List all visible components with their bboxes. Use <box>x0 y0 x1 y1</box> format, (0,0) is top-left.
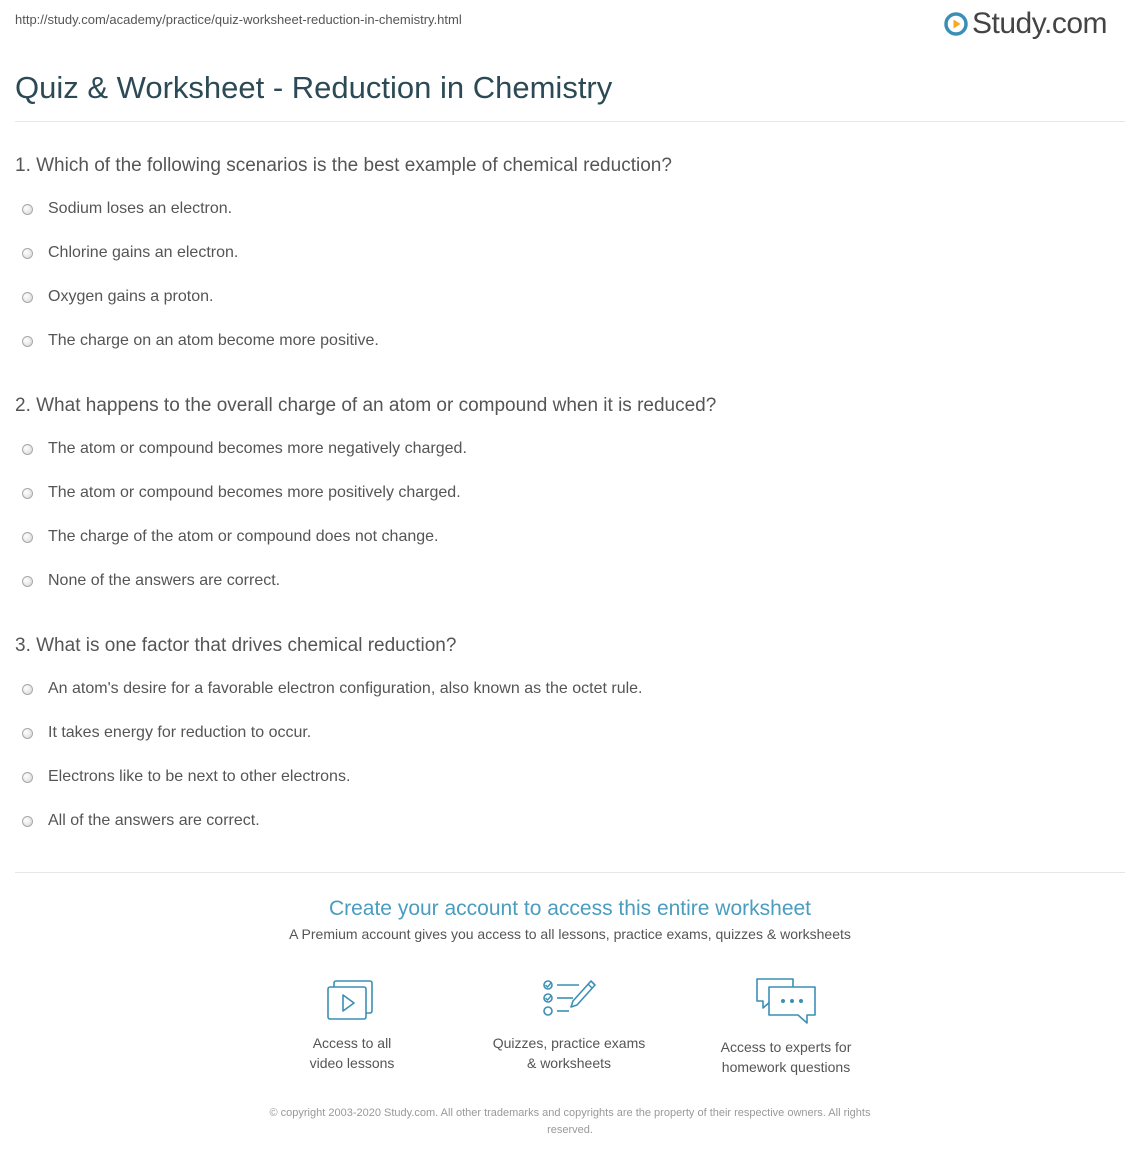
feature-label-line1: Access to all <box>312 1035 392 1051</box>
question-3: 3. What is one factor that drives chemical reduction? <box>15 635 457 656</box>
option-label: Electrons like to be next to other electrons. <box>48 768 351 785</box>
option-label: The atom or compound becomes more negatively charged. <box>48 440 467 457</box>
radio-button[interactable] <box>22 728 33 739</box>
feature-label-line2: homework questions <box>721 1059 851 1075</box>
option-label: Sodium loses an electron. <box>48 200 233 217</box>
question-1: 1. Which of the following scenarios is the best example of chemical reduction? <box>15 155 672 176</box>
option-label: It takes energy for reduction to occur. <box>48 724 312 741</box>
q3-option-2[interactable] <box>22 724 311 742</box>
page-title: Quiz & Worksheet - Reduction in Chemistry <box>15 70 613 105</box>
quiz-checklist-icon <box>539 975 599 1023</box>
feature-label-line2: video lessons <box>309 1055 395 1071</box>
q3-option-3[interactable] <box>22 768 350 786</box>
q3-option-4[interactable] <box>22 812 260 830</box>
q1-option-2[interactable] <box>22 244 238 262</box>
feature-quizzes <box>469 975 669 1073</box>
radio-button[interactable] <box>22 488 33 499</box>
logo-text: Study.com <box>972 7 1107 40</box>
option-label: The charge on an atom become more positive. <box>48 332 379 349</box>
title-divider <box>15 121 1125 122</box>
study-logo[interactable] <box>944 6 1107 42</box>
q2-option-1[interactable] <box>22 440 467 458</box>
option-label: The atom or compound becomes more positively charged. <box>48 484 461 501</box>
option-label: None of the answers are correct. <box>48 572 281 589</box>
radio-button[interactable] <box>22 816 33 827</box>
copyright-notice <box>210 1105 930 1139</box>
copyright-line1: © copyright 2003-2020 Study.com. All other trademarks and copyrights are the property of their respective owners. All rights <box>269 1107 871 1119</box>
option-label: The charge of the atom or compound does not change. <box>48 528 439 545</box>
q2-option-2[interactable] <box>22 484 461 502</box>
video-lessons-icon <box>324 975 380 1023</box>
option-label: All of the answers are correct. <box>48 812 260 829</box>
play-circle-icon <box>944 12 968 36</box>
page-url: http://study.com/academy/practice/quiz-worksheet-reduction-in-chemistry.html <box>15 12 462 27</box>
radio-button[interactable] <box>22 248 33 259</box>
chat-bubbles-icon <box>753 975 819 1027</box>
cta-divider <box>15 872 1125 873</box>
q3-option-1[interactable] <box>22 680 643 698</box>
q1-option-1[interactable] <box>22 200 232 218</box>
q2-option-4[interactable] <box>22 572 280 590</box>
radio-button[interactable] <box>22 292 33 303</box>
copyright-line2: reserved. <box>547 1124 593 1136</box>
option-label: An atom's desire for a favorable electron configuration, also known as the octet rule. <box>48 680 643 697</box>
radio-button[interactable] <box>22 444 33 455</box>
q1-option-3[interactable] <box>22 288 213 306</box>
feature-label-line1: Quizzes, practice exams <box>492 1035 646 1051</box>
q1-option-4[interactable] <box>22 332 379 350</box>
feature-label-line2: & worksheets <box>526 1055 612 1071</box>
radio-button[interactable] <box>22 684 33 695</box>
option-label: Oxygen gains a proton. <box>48 288 214 305</box>
radio-button[interactable] <box>22 336 33 347</box>
radio-button[interactable] <box>22 532 33 543</box>
option-label: Chlorine gains an electron. <box>48 244 239 261</box>
create-account-link[interactable]: Create your account to access this entire worksheet <box>328 897 812 920</box>
question-2: 2. What happens to the overall charge of an atom or compound when it is reduced? <box>15 395 717 416</box>
feature-experts <box>686 975 886 1077</box>
radio-button[interactable] <box>22 576 33 587</box>
q2-option-3[interactable] <box>22 528 438 546</box>
feature-video-lessons <box>252 975 452 1073</box>
radio-button[interactable] <box>22 772 33 783</box>
radio-button[interactable] <box>22 204 33 215</box>
cta-subtitle: A Premium account gives you access to all lessons, practice exams, quizzes & worksheets <box>289 926 851 942</box>
feature-label-line1: Access to experts for <box>720 1039 852 1055</box>
